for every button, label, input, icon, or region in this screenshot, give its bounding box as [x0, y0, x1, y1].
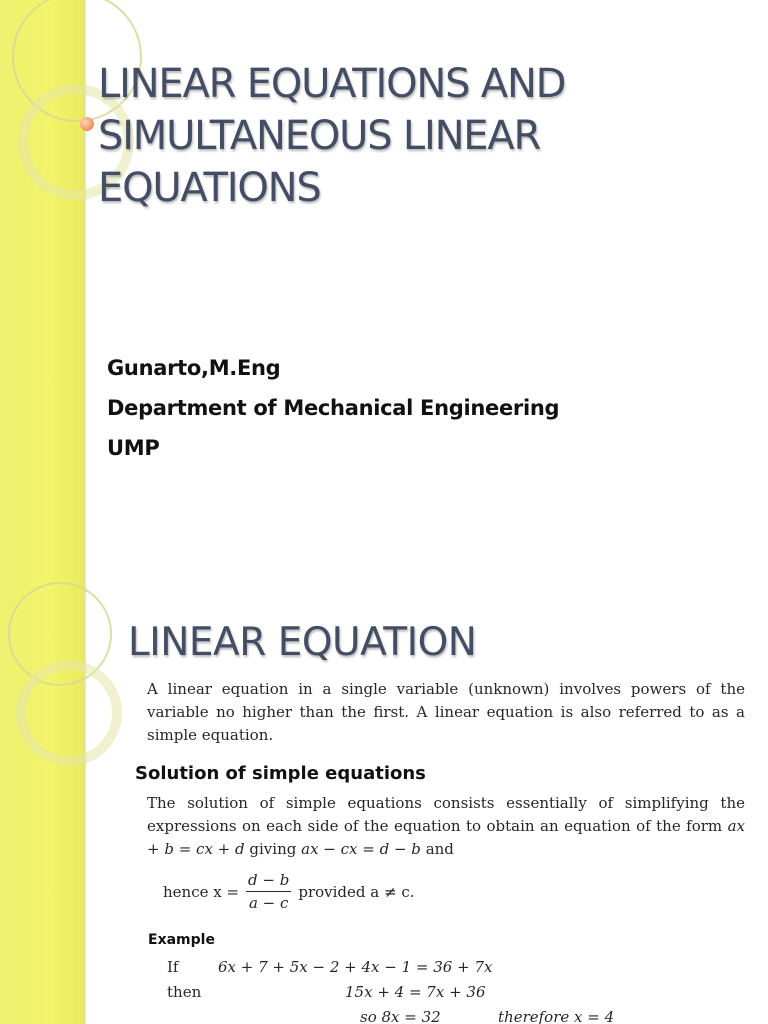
- author-info: [107, 348, 559, 468]
- fraction: [245, 871, 292, 912]
- giving-word: giving: [249, 840, 297, 858]
- example-equation: 6x + 7 + 5x − 2 + 4x − 1 = 36 + 7x: [218, 958, 493, 976]
- solution-paragraph: [147, 792, 745, 861]
- hence-label: hence x =: [163, 882, 240, 901]
- example-label: If: [167, 958, 179, 976]
- example-equation: 15x + 4 = 7x + 36: [345, 983, 486, 1001]
- solution-text: The solution of simple equations consists essentially of simplifying the expressions on each side of the equation to obtain an equation of the form: [147, 794, 745, 835]
- example-label: then: [167, 983, 202, 1001]
- content-slide: [0, 576, 768, 1024]
- provided-text: provided a ≠ c.: [298, 882, 415, 901]
- presentation-title: LINEAR EQUATIONS AND SIMULTANEOUS LINEAR EQUATIONS: [98, 61, 566, 211]
- section-heading: Solution of simple equations: [135, 763, 426, 784]
- equation-form: ax + b = cx + d: [147, 817, 745, 858]
- decorative-dot: [80, 117, 94, 131]
- fraction-numerator: d − b: [248, 871, 290, 889]
- slide-title: LINEAR EQUATION: [128, 620, 477, 665]
- equation-rearranged: ax − cx = d − b: [301, 840, 421, 858]
- example-equation: so 8x = 32: [360, 1008, 441, 1024]
- institution-name: UMP: [107, 436, 160, 460]
- definition-paragraph: A linear equation in a single variable (unknown) involves powers of the variable no higher than the first. A linear equation is also referred to as a simple equation.: [147, 680, 745, 744]
- department-name: Department of Mechanical Engineering: [107, 396, 560, 420]
- example-note: therefore x = 4: [498, 1008, 615, 1024]
- solution-formula: [163, 871, 415, 912]
- and-word: and: [425, 840, 454, 858]
- fraction-denominator: a − c: [246, 891, 291, 912]
- decorative-ring: [16, 660, 122, 766]
- example-heading: Example: [148, 932, 215, 948]
- author-name: Gunarto,M.Eng: [107, 356, 281, 380]
